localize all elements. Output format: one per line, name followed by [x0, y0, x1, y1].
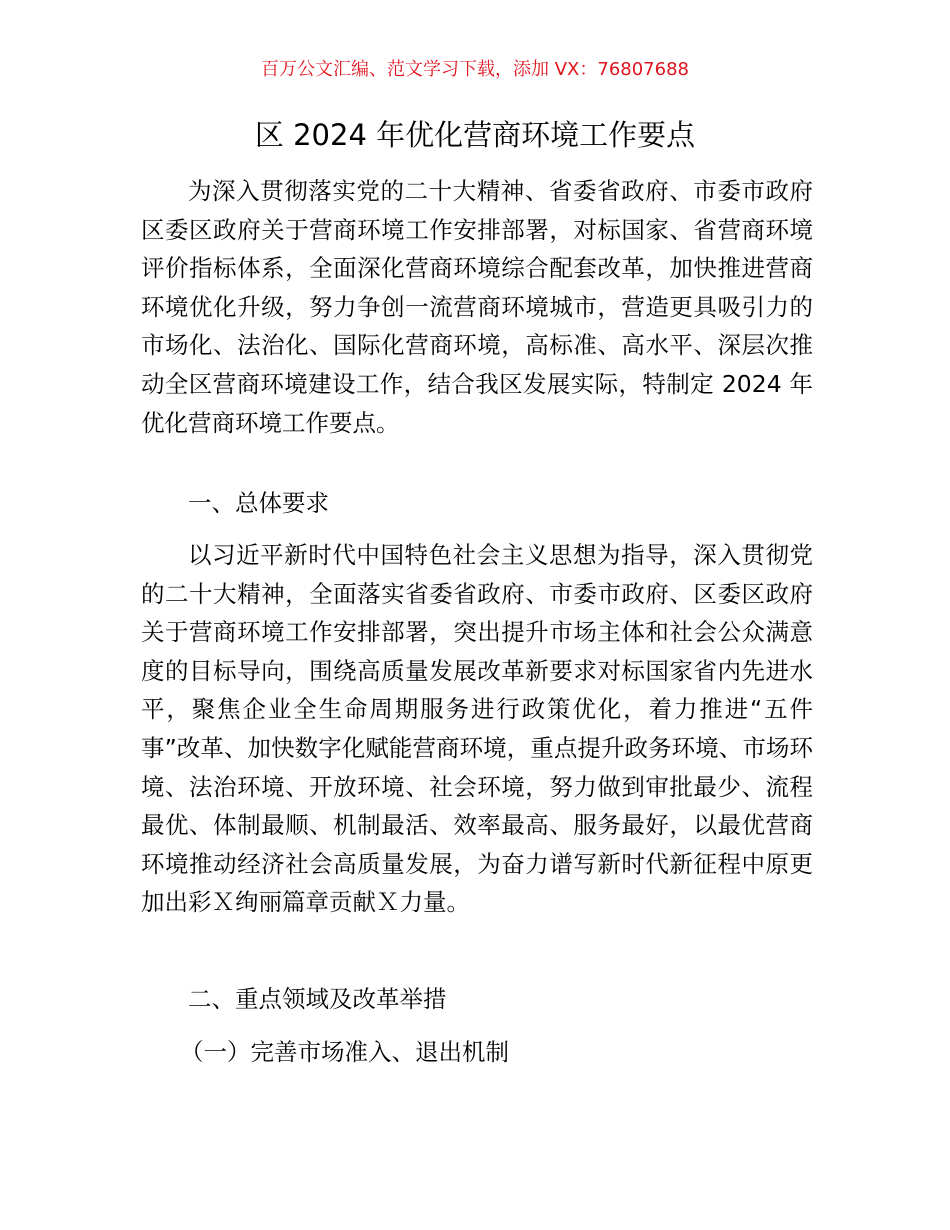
section-2-heading: 二、重点领域及改革举措 [188, 985, 447, 1013]
section-1-body [141, 536, 813, 922]
watermark-header: 百万公文汇编、范文学习下载，添加 VX：76807688 [261, 59, 689, 80]
intro-paragraph: 为深入贯彻落实党的二十大精神、省委省政府、市委市政府区委区政府关于营商环境工作安排部署，对标国家、省营商环境评价指标体系，全面深化营商环境综合配套改革，加快推进营商环境优化升级，努力争创一流营商环境城市，营造更具吸引力的市场化、法治化、国际化营商环境，高标准、高水平、深层次推动全区营商环境建设工作，结合我区发展实际，特制定 2024 年优化营商环境工作要点。 [141, 177, 813, 437]
document-title: 区 2024 年优化营商环境工作要点 [254, 118, 696, 152]
section-1-paragraph: 以习近平新时代中国特色社会主义思想为指导，深入贯彻党的二十大精神，全面落实省委省政府、市委市政府、区委区政府关于营商环境工作安排部署，突出提升市场主体和社会公众满意度的目标导向，围绕高质量发展改革新要求对标国家省内先进水平，聚焦企业全生命周期服务进行政策优化，着力推进“五件事”改革、加快数字化赋能营商环境，重点提升政务环境、市场环境、法治环境、开放环境、社会环境，努力做到审批最少、流程最优、体制最顺、机制最活、效率最高、服务最好，以最优营商环境推动经济社会高质量发展，为奋力谱写新时代新征程中原更加出彩Ｘ绚丽篇章贡献Ｘ力量。 [141, 541, 813, 917]
section-1-heading: 一、总体要求 [188, 489, 329, 517]
subsection-2-1-heading: （一）完善市场准入、退出机制 [180, 1038, 509, 1066]
intro-section [141, 172, 813, 442]
